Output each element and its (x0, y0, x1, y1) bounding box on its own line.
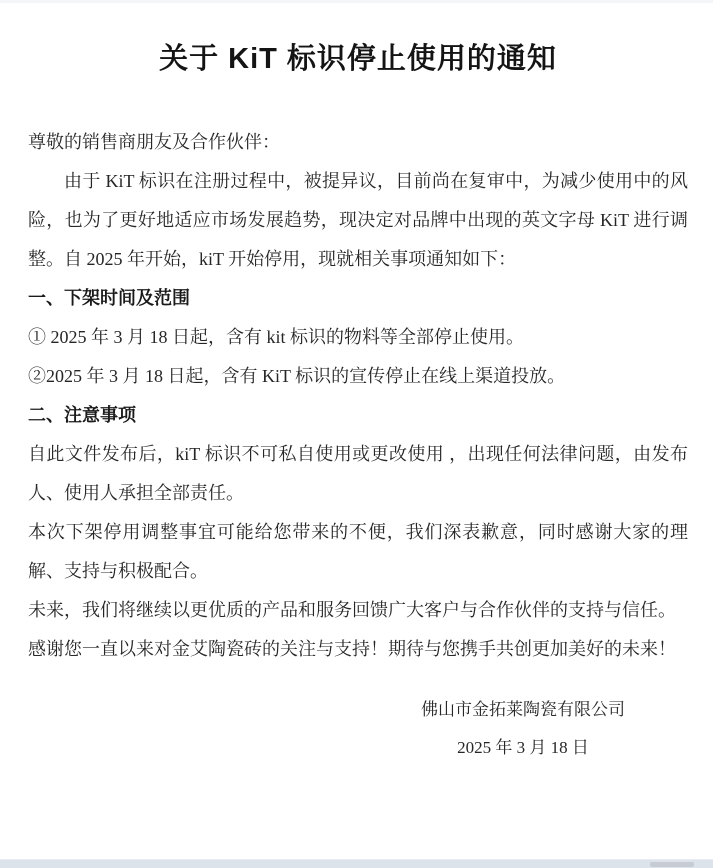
section1-heading: 一、下架时间及范围 (28, 288, 190, 308)
document-title: 关于 KiT 标识停止使用的通知 (159, 43, 557, 75)
signature-block (393, 691, 653, 767)
intro-paragraph: 由于 KiT 标识在注册过程中，被提异议，目前尚在复审中，为减少使用中的风险，也为了更好地适应市场发展趋势，现决定对品牌中出现的英文字母 KiT 进行调整。自 2025 年开始，kiT 开始停用，现就相关事项通知如下： (28, 171, 688, 269)
notice-paragraph: 自此文件发布后，kiT 标识不可私自使用或更改使用 ，出现任何法律问题，由发布人、使用人承担全部责任。 (28, 444, 688, 503)
signature-date: 2025 年 3 月 18 日 (457, 738, 589, 757)
page-top-edge (0, 0, 713, 3)
section1-item-1: ① 2025 年 3 月 18 日起，含有 kit 标识的物料等全部停止使用。 (28, 327, 524, 347)
apology-paragraph: 本次下架停用调整事宜可能给您带来的不便，我们深表歉意，同时感谢大家的理解、支持与积极配合。 (28, 522, 688, 581)
signature-company: 佛山市金拓莱陶瓷有限公司 (421, 700, 625, 719)
section1-item-2: ②2025 年 3 月 18 日起，含有 KiT 标识的宣传停止在线上渠道投放。 (28, 366, 566, 386)
future-paragraph: 未来，我们将继续以更优质的产品和服务回馈广大客户与合作伙伴的支持与信任。 (28, 600, 676, 620)
scrollbar-thumb[interactable] (650, 862, 694, 867)
section2-heading: 二、注意事项 (28, 405, 136, 425)
thanks-paragraph: 感谢您一直以来对金艾陶瓷砖的关注与支持！期待与您携手共创更加美好的未来！ (28, 639, 676, 659)
salutation: 尊敬的销售商朋友及合作伙伴： (28, 132, 280, 152)
horizontal-scrollbar[interactable] (0, 859, 713, 868)
